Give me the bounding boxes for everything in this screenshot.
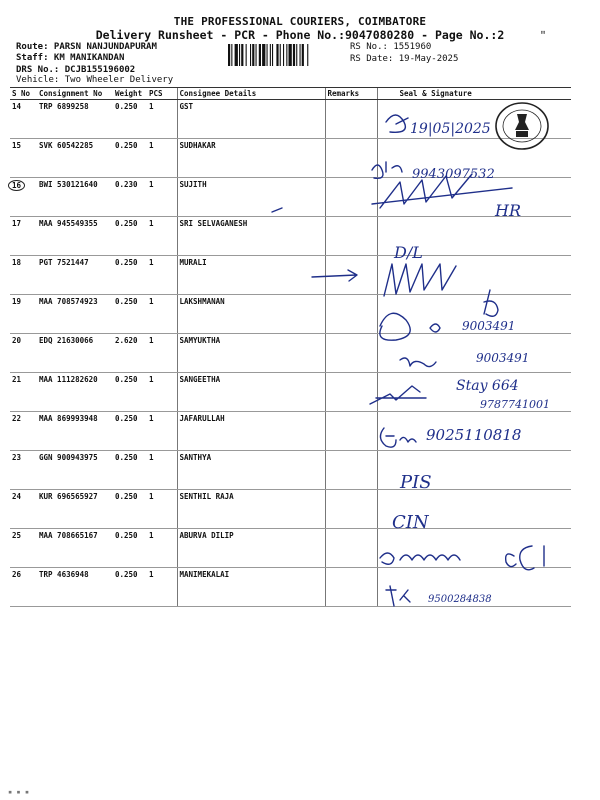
cell-weight: 0.230 (113, 178, 147, 217)
cell-sno: 19 (10, 295, 37, 334)
cell-remarks (325, 412, 377, 451)
official-seal-stamp (493, 100, 551, 152)
cell-remarks (325, 100, 377, 139)
cell-sno: 26 (10, 568, 37, 607)
col-header-consignment: Consignment No (37, 88, 113, 100)
cell-remarks (325, 529, 377, 568)
table-row (10, 100, 571, 139)
cell-consignment: MAA 111282620 (37, 373, 113, 412)
table-header-row (10, 88, 571, 100)
cell-weight: 0.250 (113, 100, 147, 139)
cell-remarks (325, 373, 377, 412)
hw-row24-note: CIN (392, 512, 429, 533)
cell-consignee: SENTHIL RAJA (177, 490, 325, 529)
hw-row20-phone: 9003491 (476, 351, 530, 365)
cell-consignee: SUDHAKAR (177, 139, 325, 178)
cell-remarks (325, 568, 377, 607)
cell-pcs: 1 (147, 217, 177, 256)
hw-row22-phone: 9025110818 (426, 426, 522, 444)
cell-remarks (325, 217, 377, 256)
barcode-bar (262, 44, 265, 66)
barcode-bar (293, 44, 295, 66)
cell-weight: 0.250 (113, 256, 147, 295)
cell-pcs: 1 (147, 178, 177, 217)
staff-label: Staff: KM MANIKANDAN (16, 53, 125, 63)
cell-remarks (325, 139, 377, 178)
barcode-bar (300, 44, 301, 66)
hw-row19-number: 9003491 (462, 319, 516, 333)
barcode-bar (231, 44, 232, 66)
table-row (10, 334, 571, 373)
cell-consignee: GST (177, 100, 325, 139)
barcode-bar (250, 44, 251, 66)
barcode-bar (272, 44, 273, 66)
cell-consignment: TRP 4636948 (37, 568, 113, 607)
col-header-signature: Seal & Signature (377, 88, 571, 100)
corner-mark: ʺ (540, 30, 547, 41)
hw-row21-note: Stay 664 (456, 378, 519, 394)
barcode-bar (246, 44, 247, 66)
cell-consignment: EDQ 21630066 (37, 334, 113, 373)
col-header-sno: S No (10, 88, 37, 100)
cell-sno: 20 (10, 334, 37, 373)
cell-consignment: PGT 7521447 (37, 256, 113, 295)
barcode (228, 44, 344, 66)
footer-artifact: ▪ ▪ ▪ (8, 788, 30, 796)
hw-row17-note: D/L (394, 243, 423, 262)
cell-signature (377, 373, 571, 412)
cell-pcs: 1 (147, 490, 177, 529)
cell-signature (377, 334, 571, 373)
cell-sno: 17 (10, 217, 37, 256)
table-row (10, 568, 571, 607)
table-row (10, 373, 571, 412)
cell-remarks (325, 490, 377, 529)
barcode-bar (239, 44, 240, 66)
cell-signature (377, 529, 571, 568)
cell-sno: 22 (10, 412, 37, 451)
cell-weight: 0.250 (113, 451, 147, 490)
barcode-bar (307, 44, 308, 66)
table-row (10, 412, 571, 451)
cell-remarks (325, 295, 377, 334)
cell-sno: 24 (10, 490, 37, 529)
cell-signature (377, 217, 571, 256)
cell-pcs: 1 (147, 373, 177, 412)
cell-pcs: 1 (147, 529, 177, 568)
cell-consignee: MANIMEKALAI (177, 568, 325, 607)
cell-weight: 0.250 (113, 529, 147, 568)
cell-consignee: SAMYUKTHA (177, 334, 325, 373)
cell-consignee: MURALI (177, 256, 325, 295)
hw-row23-note: PIS (400, 472, 432, 493)
drs-label: DRS No.: DCJB155196002 (16, 65, 136, 75)
col-header-consignee: Consignee Details (177, 88, 325, 100)
barcode-bar (276, 44, 278, 66)
cell-signature (377, 490, 571, 529)
barcode-bar (289, 44, 292, 66)
rs-number: RS No.: 1551960 (350, 42, 432, 52)
cell-signature (377, 178, 571, 217)
hw-row26-phone: 9500284838 (428, 594, 492, 605)
cell-consignee: SANGEETHA (177, 373, 325, 412)
barcode-bar (259, 44, 261, 66)
cell-pcs: 1 (147, 256, 177, 295)
barcode-bar (270, 44, 271, 66)
cell-pcs: 1 (147, 412, 177, 451)
barcode-bar (283, 44, 284, 66)
cell-consignment: MAA 708574923 (37, 295, 113, 334)
cell-consignment: SVK 60542285 (37, 139, 113, 178)
cell-signature (377, 256, 571, 295)
barcode-bar (256, 44, 257, 66)
cell-pcs: 1 (147, 100, 177, 139)
cell-consignee: ABURVA DILIP (177, 529, 325, 568)
document-title: THE PROFESSIONAL COURIERS, COIMBATORE (173, 15, 427, 28)
rs-date: RS Date: 19-May-2025 (350, 54, 459, 64)
table-row (10, 178, 571, 217)
route-label: Route: PARSN NANJUNDAPURAM (16, 42, 157, 52)
cell-consignment: MAA 869993948 (37, 412, 113, 451)
hw-row16-note: HR (495, 201, 521, 220)
cell-signature (377, 568, 571, 607)
cell-consignment: KUR 696565927 (37, 490, 113, 529)
table-row (10, 256, 571, 295)
col-header-remarks: Remarks (325, 88, 377, 100)
cell-consignee: SANTHYA (177, 451, 325, 490)
cell-sno: 15 (10, 139, 37, 178)
barcode-bar (228, 44, 230, 66)
circled-sno: 16 (8, 180, 25, 191)
table-row (10, 217, 571, 256)
cell-consignment: GGN 900943975 (37, 451, 113, 490)
cell-pcs: 1 (147, 451, 177, 490)
cell-pcs: 1 (147, 568, 177, 607)
barcode-bar (286, 44, 287, 66)
hw-row14-date: 19|05|2025 (410, 121, 491, 137)
cell-consignee: LAKSHMANAN (177, 295, 325, 334)
cell-signature (377, 295, 571, 334)
table-row (10, 451, 571, 490)
barcode-bar (302, 44, 304, 66)
table-row (10, 490, 571, 529)
table-row (10, 139, 571, 178)
cell-weight: 2.620 (113, 334, 147, 373)
cell-consignment: BWI 530121640 (37, 178, 113, 217)
cell-pcs: 1 (147, 295, 177, 334)
barcode-bar (296, 44, 297, 66)
barcode-bar (267, 44, 268, 66)
barcode-bar (280, 44, 281, 66)
cell-sno: 18 (10, 256, 37, 295)
cell-weight: 0.250 (113, 373, 147, 412)
cell-consignment: MAA 945549355 (37, 217, 113, 256)
cell-weight: 0.250 (113, 139, 147, 178)
cell-sno: 14 (10, 100, 37, 139)
cell-remarks (325, 451, 377, 490)
barcode-bar (241, 44, 243, 66)
table-row (10, 295, 571, 334)
cell-pcs: 1 (147, 334, 177, 373)
cell-sno (10, 178, 37, 217)
cell-weight: 0.250 (113, 412, 147, 451)
cell-weight: 0.250 (113, 490, 147, 529)
arrow-mark (310, 268, 360, 284)
vehicle-label: Vehicle: Two Wheeler Delivery (16, 75, 174, 85)
col-header-weight: Weight (113, 88, 147, 100)
cell-signature (377, 412, 571, 451)
runsheet-table (10, 87, 571, 607)
cell-sno: 21 (10, 373, 37, 412)
hw-row15-phone: 9943097532 (412, 167, 495, 182)
barcode-bar (235, 44, 238, 66)
cell-remarks (325, 334, 377, 373)
cell-weight: 0.250 (113, 217, 147, 256)
cell-consignment: TRP 6899258 (37, 100, 113, 139)
cell-sno: 25 (10, 529, 37, 568)
table-row (10, 529, 571, 568)
col-header-pcs: PCS (147, 88, 177, 100)
cell-signature (377, 451, 571, 490)
cell-consignee: SUJITH (177, 178, 325, 217)
cell-weight: 0.250 (113, 295, 147, 334)
cell-pcs: 1 (147, 139, 177, 178)
hw-row21-phone: 9787741001 (480, 398, 550, 411)
cell-weight: 0.250 (113, 568, 147, 607)
cell-consignment: MAA 708665167 (37, 529, 113, 568)
barcode-bar (252, 44, 254, 66)
cell-remarks (325, 178, 377, 217)
cell-consignee: SRI SELVAGANESH (177, 217, 325, 256)
document-subtitle: Delivery Runsheet - PCR - Phone No.:9047080280 - Page No.:2 (95, 28, 505, 42)
cell-sno: 23 (10, 451, 37, 490)
cell-consignee: JAFARULLAH (177, 412, 325, 451)
